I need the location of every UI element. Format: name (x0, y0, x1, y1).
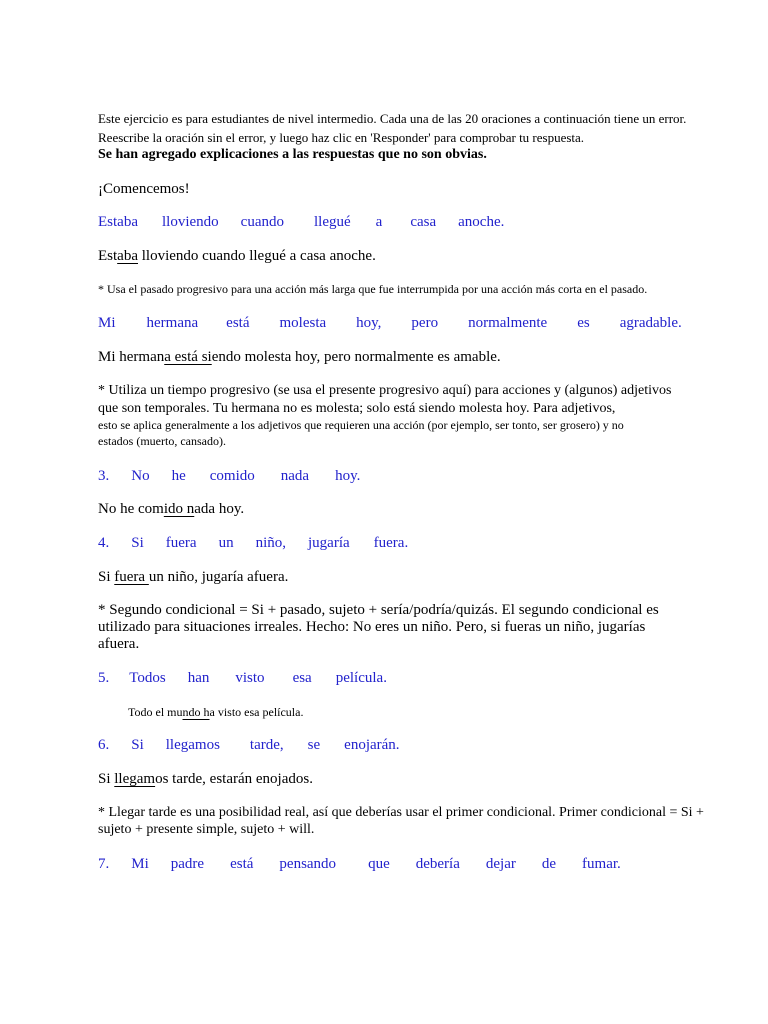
answer-underlined: a está si (164, 349, 212, 365)
question-6 (98, 737, 400, 754)
question-1 (98, 214, 504, 231)
question-word: película. (335, 670, 387, 686)
intro-line-2: Reescribe la oración sin el error, y luego haz clic en 'Responder' para comprobar tu respuesta. (98, 130, 585, 145)
answer-5 (128, 705, 303, 720)
intro-bold-note: Se han agregado explicaciones a las respuestas que no son obvias. (98, 147, 487, 162)
question-word: fumar. (582, 856, 621, 872)
answer-underlined: llegam (114, 771, 156, 787)
answer-text: os tarde, estarán enojados. (155, 771, 313, 787)
question-word: hoy, (356, 315, 382, 331)
answer-text: Mi herman (98, 349, 165, 365)
question-word: tarde, (249, 737, 284, 753)
question-word: casa (410, 214, 437, 230)
answer-4 (98, 569, 288, 586)
question-word: molesta (279, 315, 327, 331)
question-word: Si (131, 737, 144, 753)
question-word: llegué (313, 214, 351, 230)
question-4 (98, 535, 408, 552)
answer-text: endo molesta hoy, pero normalmente es amable. (211, 349, 501, 365)
question-word: Si (131, 535, 144, 551)
question-word: es (577, 315, 590, 331)
explanation-6-line: sujeto + presente simple, sujeto + will. (98, 822, 315, 837)
answer-text: un niño, jugaría afuera. (148, 569, 289, 585)
explanation-1-line: * Usa el pasado progresivo para una acción más larga que fue interrumpida por una acción más corta en el pasado. (98, 282, 648, 296)
explanation-6-line: * Llegar tarde es una posibilidad real, así que deberías usar el primer condicional. Primer condicional = Si + (98, 805, 704, 820)
answer-text: Est (98, 248, 118, 264)
explanation-4-line: utilizado para situaciones irreales. Hecho: No eres un niño. Pero, si fueras un niño, jugarías (98, 619, 646, 635)
question-word: No (131, 468, 150, 484)
question-7 (98, 856, 621, 873)
answer-underlined: fuera (114, 569, 149, 585)
question-word: está (226, 315, 250, 331)
question-word: anoche. (458, 214, 505, 230)
question-word: normalmente (468, 315, 548, 331)
question-word: está (230, 856, 254, 872)
question-word: han (187, 670, 210, 686)
explanation-2-line: esto se aplica generalmente a los adjetivos que requieren una acción (por ejemplo, ser tonto, ser grosero) y no (98, 418, 624, 432)
answer-text: a visto esa película. (209, 705, 304, 719)
question-word: niño, (255, 535, 286, 551)
question-3 (98, 468, 360, 485)
question-word: que (368, 856, 390, 872)
question-word: Todos (129, 670, 166, 686)
question-word: debería (415, 856, 460, 872)
question-word: padre (170, 856, 205, 872)
question-word: fuera. (373, 535, 409, 551)
answer-3 (98, 501, 244, 518)
question-5 (98, 670, 387, 687)
answer-text: No he com (98, 501, 164, 517)
answer-2 (98, 349, 501, 366)
answer-text: Si (98, 569, 115, 585)
explanation-2-line: * Utiliza un tiempo progresivo (se usa el presente progresivo aquí) para acciones y (algunos) adjetivos (98, 383, 672, 398)
answer-6 (98, 771, 313, 788)
intro-start: ¡Comencemos! (98, 181, 190, 197)
question-word: pensando (279, 856, 337, 872)
question-word: comido (209, 468, 255, 484)
intro-line-1: Este ejercicio es para estudiantes de nivel intermedio. Cada una de las 20 oraciones a continuación tiene un error. (98, 111, 687, 126)
question-word: nada (280, 468, 310, 484)
question-word: 5. (98, 670, 110, 686)
question-word: jugaría (308, 535, 350, 551)
question-word: un (218, 535, 234, 551)
answer-underlined: aba (117, 248, 138, 264)
question-word: lloviendo (161, 214, 219, 230)
question-word: dejar (485, 856, 516, 872)
answer-text: Si (98, 771, 115, 787)
question-word: esa (292, 670, 312, 686)
answer-underlined: ndo h (182, 705, 210, 719)
question-word: Estaba (98, 214, 138, 230)
explanation-2-line: estados (muerto, cansado). (98, 434, 226, 448)
explanation-4-line: afuera. (98, 636, 140, 652)
question-word: 4. (98, 535, 110, 551)
question-word: Mi (98, 315, 116, 331)
question-word: 6. (98, 737, 110, 753)
question-word: fuera (165, 535, 197, 551)
question-word: a (375, 214, 383, 230)
question-word: de (541, 856, 557, 872)
question-word: cuando (240, 214, 284, 230)
explanation-2-line: que son temporales. Tu hermana no es molesta; solo está siendo molesta hoy. Para adjetivos, (98, 401, 616, 416)
answer-text: ada hoy. (194, 501, 245, 517)
question-word: he (171, 468, 186, 484)
question-word: enojarán. (344, 737, 400, 753)
question-word: pero (411, 315, 439, 331)
answer-underlined: ido n (163, 501, 195, 517)
question-word: agradable. (619, 315, 682, 331)
explanation-4-line: * Segundo condicional = Si + pasado, sujeto + sería/podría/quizás. El segundo condicional es (98, 602, 659, 618)
question-word: hermana (146, 315, 199, 331)
question-word: 3. (98, 468, 110, 484)
question-word: visto (235, 670, 265, 686)
question-word: 7. (98, 856, 110, 872)
answer-text: lloviendo cuando llegué a casa anoche. (138, 248, 376, 264)
question-2 (98, 315, 682, 332)
question-word: Mi (131, 856, 149, 872)
question-word: hoy. (335, 468, 361, 484)
answer-text: Todo el mu (128, 705, 183, 719)
answer-1 (98, 248, 376, 265)
question-word: llegamos (165, 737, 220, 753)
question-word: se (307, 737, 321, 753)
